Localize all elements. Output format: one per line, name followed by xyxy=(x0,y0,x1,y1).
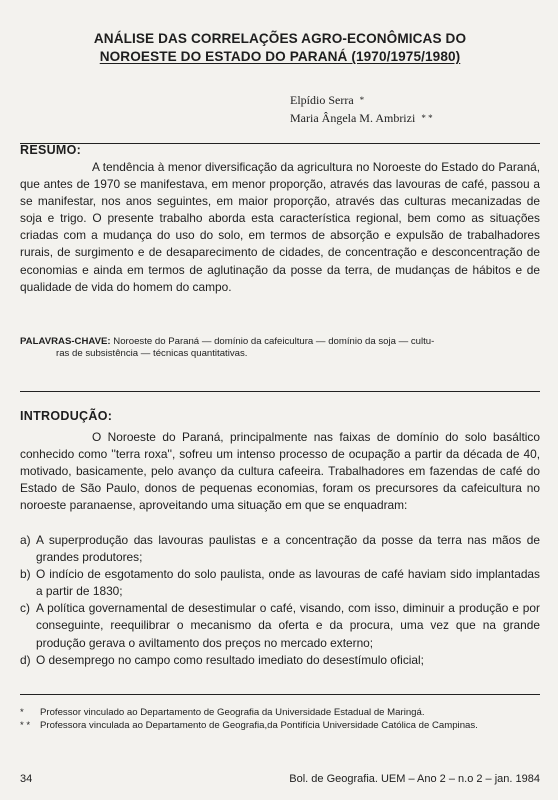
list-item-text: A superprodução das lavouras paulistas e a concentração da posse da terra nas mãos de grandes produtores; xyxy=(36,533,540,565)
footnote-text: Professora vinculada ao Departamento de Geografia,da Pontifícia Universidade Católica de Campinas. xyxy=(40,719,478,731)
list-item xyxy=(20,652,540,669)
keywords-line-2: ras de subsistência — técnicas quantitativas. xyxy=(56,348,248,360)
title-line-2: NOROESTE DO ESTADO DO PARANÁ (1970/1975/1980) xyxy=(99,49,461,64)
footnote xyxy=(20,707,540,720)
section-divider xyxy=(20,143,540,144)
resumo-text: A tendência à menor diversificação da agricultura no Noroeste do Estado do Paraná, que antes de 1970 se manifestava, em menor proporção, através das lavouras de café, passou a se manifestar, nos anos seguintes, em maior proporção, através das culturas mecanizadas de soja e trigo. O presente trabalho aborda esta característica regional, bem como as situações criadas com a mudança do uso do solo, em termos de absorção e expulsão de trabalhadores rurais, de surgimento e de desaparecimento de cidades, de concentração e desconcentração de economias e ainda em termos de aglutinação da posse da terra, de mudanças de hábitos e de qualidade de vida do homem do campo. xyxy=(20,160,540,294)
author-name: Elpídio Serra xyxy=(290,93,354,107)
introducao-list xyxy=(20,532,540,669)
keywords xyxy=(20,336,540,360)
section-divider xyxy=(20,391,540,392)
footnote xyxy=(20,720,540,733)
author-list xyxy=(290,91,433,127)
author-footnote-mark: * xyxy=(359,95,365,105)
introducao-text: O Noroeste do Paraná, principalmente nas faixas de domínio do solo basáltico conhecido como ''terra roxa'', sofreu um intenso processo de ocupação a partir da década de 40, motivado, basicamente, pelo avanço da cultura cafeeira. Trabalhadores em fazendas de café do Estado de São Paulo, donos de pequenas economias, foram os precursores da cafeicultura no noroeste paranaense, aproveitando uma situação em que se enquadram: xyxy=(20,430,540,513)
author-2 xyxy=(290,109,433,127)
list-item-text: O desemprego no campo como resultado imediato do desestímulo oficial; xyxy=(36,652,424,667)
footnotes xyxy=(20,707,540,732)
article-title xyxy=(60,30,500,66)
resumo-body xyxy=(20,159,540,296)
list-marker: d) xyxy=(20,652,31,667)
list-item-text: O indício de esgotamento do solo paulista, onde as lavouras de café haviam sido implantadas a partir de 1830; xyxy=(36,567,540,599)
list-marker: a) xyxy=(20,533,31,547)
footnote-mark: * xyxy=(20,707,24,718)
keywords-label: PALAVRAS-CHAVE: xyxy=(20,336,111,347)
footnote-divider xyxy=(20,694,540,695)
page-number: 34 xyxy=(20,773,33,785)
introducao-heading: INTRODUÇÃO: xyxy=(20,409,113,423)
keywords-line-1: Noroeste do Paraná — domínio da cafeicultura — domínio da soja — cultu- xyxy=(113,336,435,347)
author-name: Maria Ângela M. Ambrizi xyxy=(290,111,416,125)
resumo-heading: RESUMO: xyxy=(20,143,82,157)
list-item-text: A política governamental de desestimular o café, visando, com isso, diminuir a produção e por conseguinte, reequilibrar o mecanismo da oferta e da procura, uma vez que na grande produção gerava o aviltamento dos preços no mercado externo; xyxy=(36,601,540,650)
list-item xyxy=(20,566,540,600)
list-item xyxy=(20,600,540,651)
list-marker: c) xyxy=(20,601,30,616)
footnote-mark: * * xyxy=(20,719,31,731)
introducao-body xyxy=(20,429,540,514)
author-1 xyxy=(290,91,433,109)
list-marker: b) xyxy=(20,567,31,582)
title-line-1: ANÁLISE DAS CORRELAÇÕES AGRO-ECONÔMICAS DO xyxy=(93,31,467,46)
author-footnote-mark: * * xyxy=(421,113,433,123)
footnote-text: Professor vinculado ao Departamento de Geografia da Universidade Estadual de Maringá. xyxy=(40,707,425,718)
list-item xyxy=(20,532,540,566)
journal-citation: Bol. de Geografia. UEM – Ano 2 – n.o 2 – jan. 1984 xyxy=(289,773,540,785)
